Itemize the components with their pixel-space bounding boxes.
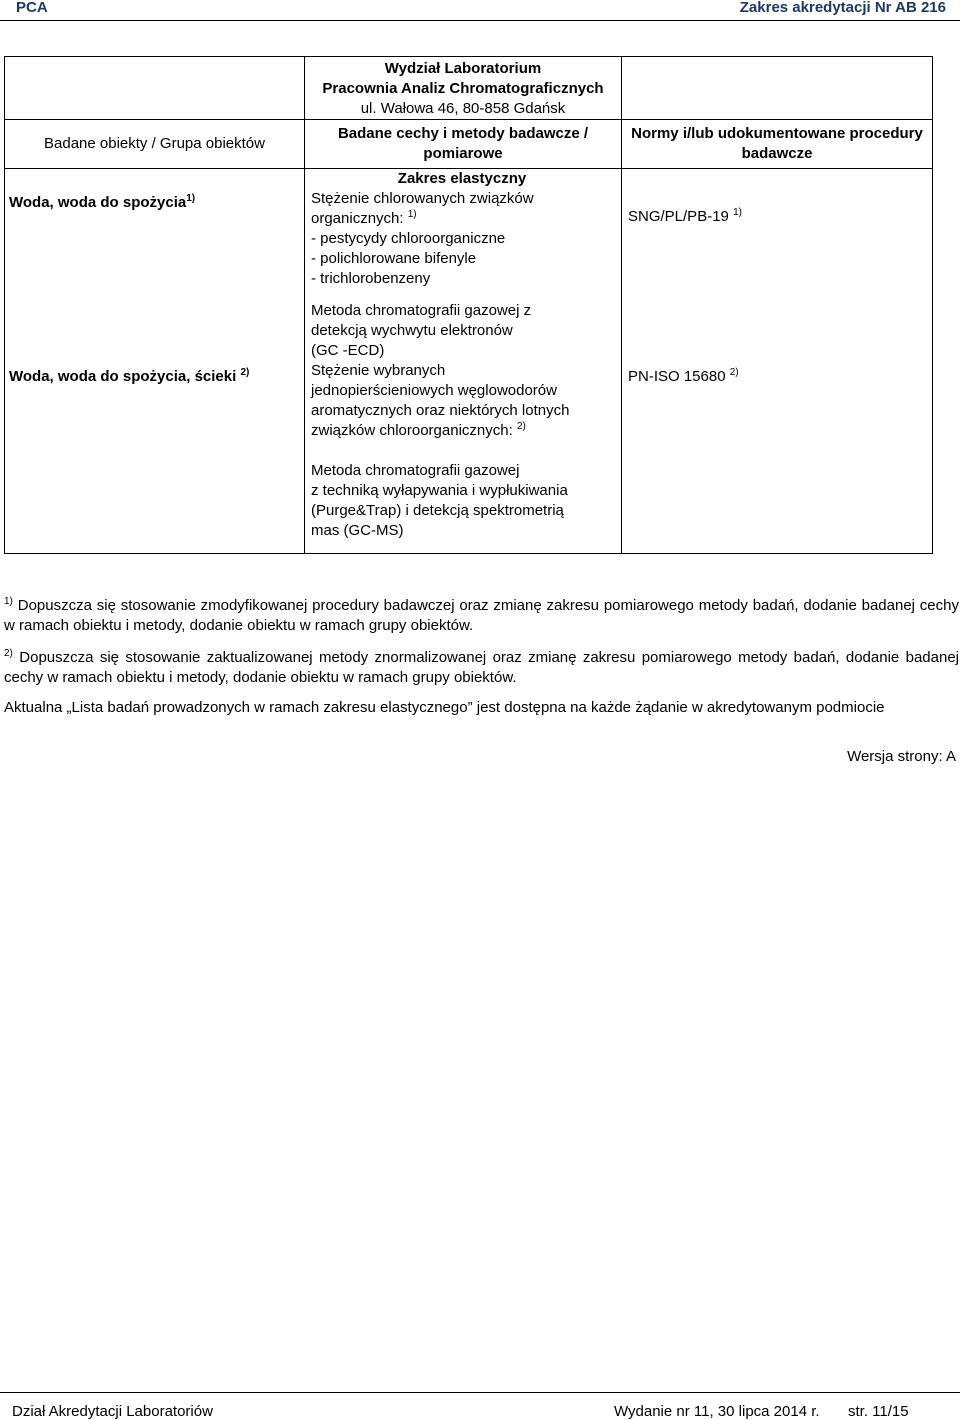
page-footer xyxy=(0,1392,960,1420)
row2-method: Stężenie wybranych jednopierścieniowych węglowodorów aromatycznych oraz niektórych lotnych związków chloroorganicznych: $^{2)}$ Metoda chromatografii gazowej z techniką wyłapywania i wypłukiwania (Purge&Trap) i detekcją spektrometrią mas (GC-MS) xyxy=(305,361,622,554)
page-header xyxy=(0,0,960,21)
row1-object: Woda, woda do spożycia$^{1)}$ xyxy=(5,169,305,362)
row2-object: Woda, woda do spożycia, ścieki $^{2)}$ xyxy=(5,361,305,554)
footer-page-number: str. 11/15 xyxy=(848,1403,909,1420)
current-list-note: Aktualna „Lista badań prowadzonych w ramach zakresu elastycznego” jest dostępna na każde żądanie w akredytowanym podmiocie xyxy=(4,699,885,716)
scope-label: Zakres elastyczny xyxy=(397,170,527,187)
accreditation-table xyxy=(4,56,933,554)
lab-address: ul. Wałowa 46, 80-858 Gdańsk xyxy=(360,100,566,117)
column-header-methods: Badane cechy i metody badawcze / pomiarowe xyxy=(305,120,622,169)
header-scope-title: Zakres akredytacji Nr AB 216 xyxy=(739,0,946,16)
lab-name: Wydział Laboratorium xyxy=(384,60,542,77)
row1-norm: SNG/PL/PB-19 $^{1)}$ xyxy=(622,169,933,362)
footnote-2: $^{2)}$ Dopuszcza się stosowanie zaktualizowanej metody znormalizowanej oraz zmianę zakresu pomiarowego metody badań, dodanie badanej cechy w ramach obiektu i metody, dodanie obiektu w ramach grupy obiektów. xyxy=(4,648,959,686)
row2-norm: PN-ISO 15680 $^{2)}$ xyxy=(622,361,933,554)
row1-method: Zakres elastyczny Stężenie chlorowanych związków organicznych: $^{1)}$ - pestycydy chloroorganiczne - polichlorowane bifenyle - trichlorobenzeny Metoda chromatografii gazowej z detekcją wychwytu elektronów (GC -ECD) xyxy=(305,169,622,362)
column-header-objects: Badane obiekty / Grupa obiektów xyxy=(5,120,305,169)
lab-unit: Pracownia Analiz Chromatograficznych xyxy=(322,80,604,97)
lab-info xyxy=(305,57,622,120)
page-version: Wersja strony: A xyxy=(847,748,956,765)
footer-department: Dział Akredytacji Laboratoriów xyxy=(12,1403,213,1420)
header-pca: PCA xyxy=(16,0,48,16)
footer-edition: Wydanie nr 11, 30 lipca 2014 r. xyxy=(614,1403,820,1420)
footnote-1: $^{1)}$ Dopuszcza się stosowanie zmodyfikowanej procedury badawczej oraz zmianę zakresu pomiarowego metody badań, dodanie badanej cechy w ramach obiektu i metody, dodanie obiektu w ramach grupy obiektów. xyxy=(4,596,959,634)
column-header-norms: Normy i/lub udokumentowane procedury badawcze xyxy=(622,120,933,169)
